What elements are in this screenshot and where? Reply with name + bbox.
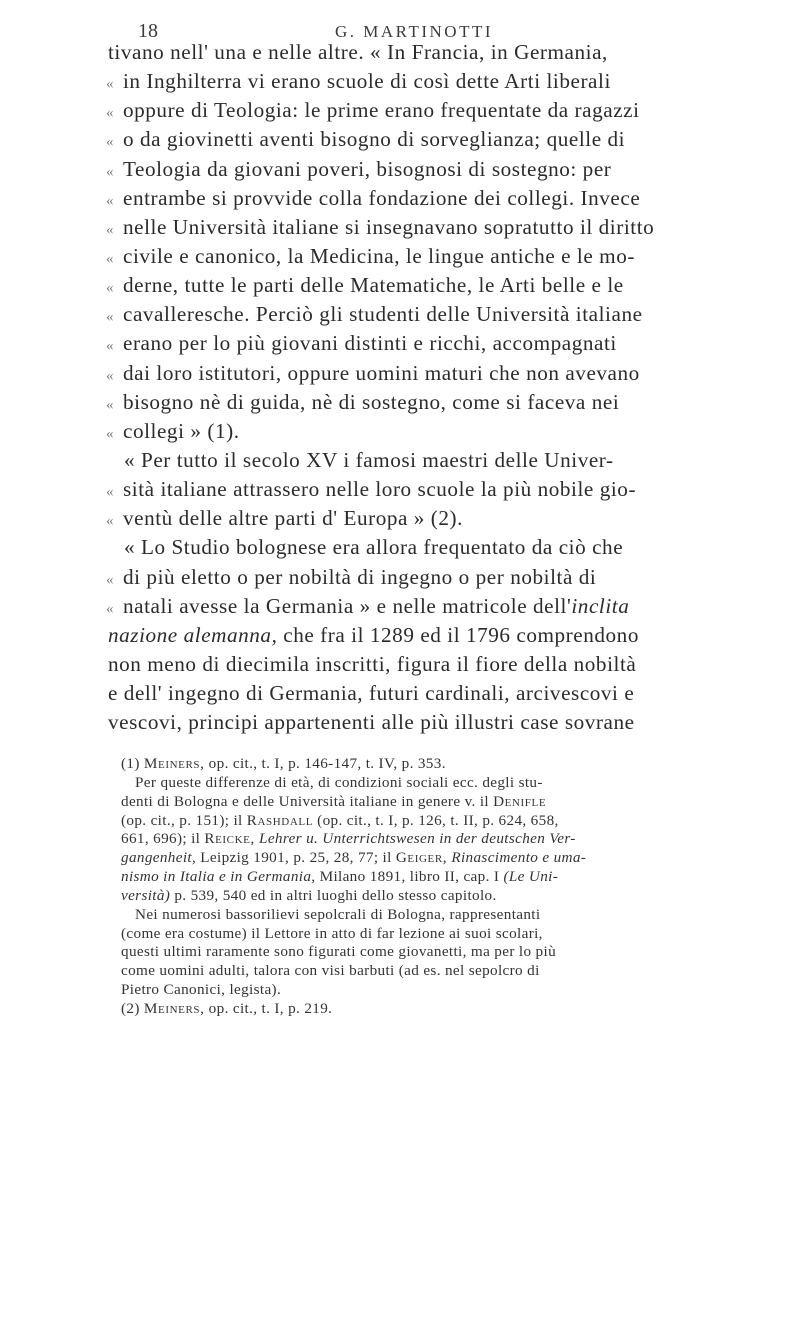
footnote-line: denti di Bologna e delle Università italiane in genere v. il Denifle	[121, 792, 547, 810]
quote-mark: «	[106, 571, 115, 588]
text-line: « Lo Studio bolognese era allora frequentato da ciò che	[124, 535, 624, 560]
text-line: « erano per lo più giovani distinti e ricchi, accompagnati	[108, 329, 748, 358]
text-line: « cavalleresche. Perciò gli studenti delle Università italiane	[108, 300, 748, 329]
text-line: « Teologia da giovani poveri, bisognosi di sostegno: per	[108, 155, 748, 184]
quote-mark: «	[106, 425, 115, 442]
footnote-mark: (1)	[121, 755, 140, 772]
main-text	[108, 38, 748, 737]
running-head: G. MARTINOTTI	[335, 22, 494, 41]
quote-mark: «	[106, 105, 115, 122]
quote-mark: «	[106, 134, 115, 151]
quote-mark: «	[106, 513, 115, 530]
text-line: vescovi, principi appartenenti alle più illustri case sovrane	[108, 710, 635, 735]
quote-mark: «	[106, 192, 115, 209]
footnote-line: Pietro Canonici, legista).	[121, 981, 282, 999]
text-line: « ventù delle altre parti d' Europa » (2).	[108, 504, 748, 533]
text-line: non meno di diecimila inscritti, figura il fiore della nobiltà	[108, 651, 637, 676]
text-line: « nelle Università italiane si insegnavano sopratutto il diritto	[108, 213, 748, 242]
footnotes	[121, 755, 751, 1019]
text-line: « in Inghilterra vi erano scuole di così dette Arti liberali	[108, 67, 748, 96]
footnote-ref-1: (1).	[207, 418, 240, 443]
footnote-line: Nei numerosi bassorilievi sepolcrali di Bologna, rappresentanti	[135, 905, 541, 923]
quote-mark: «	[106, 600, 115, 617]
footnote-ref-2: (2).	[430, 506, 463, 531]
quote-mark: «	[106, 221, 115, 238]
text-line: « bisogno nè di guida, nè di sostegno, come si faceva nei	[108, 388, 748, 417]
footnote-line: 661, 696); il Reicke, Lehrer u. Unterrichtswesen in der deutschen Ver-	[121, 830, 576, 848]
footnote-1: (1) Meiners, op. cit., t. I, p. 146-147, t. IV, p. 353.	[121, 755, 446, 772]
footnote-line: (op. cit., p. 151); il Rashdall (op. cit., t. I, p. 126, t. II, p. 624, 658,	[121, 811, 559, 829]
page-number: 18	[138, 20, 158, 42]
text-line: « oppure di Teologia: le prime erano frequentate da ragazzi	[108, 96, 748, 125]
text-line: « dai loro istitutori, oppure uomini maturi che non avevano	[108, 359, 748, 388]
footnote-2: (2) Meiners, op. cit., t. I, p. 219.	[121, 999, 333, 1017]
quote-mark: «	[106, 367, 115, 384]
text-line: « civile e canonico, la Medicina, le lingue antiche e le mo-	[108, 242, 748, 271]
text-line: nazione alemanna, che fra il 1289 ed il 1796 comprendono	[108, 622, 639, 647]
text-line: « entrambe si provvide colla fondazione dei collegi. Invece	[108, 184, 748, 213]
footnote-line: Per queste differenze di età, di condizioni sociali ecc. degli stu-	[135, 773, 543, 791]
footnote-line: versità) p. 539, 540 ed in altri luoghi dello stesso capitolo.	[121, 886, 497, 904]
quote-mark: «	[106, 484, 115, 501]
text-line: « di più eletto o per nobiltà di ingegno o per nobiltà di	[108, 563, 748, 592]
quote-mark: «	[106, 250, 115, 267]
footnote-line: nismo in Italia e in Germania, Milano 1891, libro II, cap. I (Le Uni-	[121, 868, 559, 886]
footnote-line: questi ultimi raramente sono figurati come giovanetti, ma per lo più	[121, 943, 557, 961]
text-line: tivano nell' una e nelle altre. « In Francia, in Germania,	[108, 40, 608, 64]
text-line: « o da giovinetti aventi bisogno di sorveglianza; quelle di	[108, 125, 748, 154]
text-line: « sità italiane attrassero nelle loro scuole la più nobile gio-	[108, 475, 748, 504]
quote-mark: «	[106, 280, 115, 297]
text-line: « Per tutto il secolo XV i famosi maestri delle Univer-	[124, 447, 614, 472]
quote-mark: «	[106, 163, 115, 180]
footnote-line: (come era costume) il Lettore in atto di far lezione ai suoi scolari,	[121, 924, 543, 942]
footnote-line: gangenheit, Leipzig 1901, p. 25, 28, 77; il Geiger, Rinascimento e uma-	[121, 849, 587, 867]
text-line: « natali avesse la Germania » e nelle matricole dell'inclita	[108, 592, 748, 621]
quote-mark: «	[106, 309, 115, 326]
text-line: « collegi » (1).	[108, 417, 748, 446]
quote-mark: «	[106, 76, 115, 93]
text-line: « derne, tutte le parti delle Matematiche, le Arti belle e le	[108, 271, 748, 300]
footnote-mark: (2)	[121, 999, 140, 1017]
quote-mark: «	[106, 338, 115, 355]
text-line: e dell' ingegno di Germania, futuri cardinali, arcivescovi e	[108, 681, 635, 706]
footnote-line: come uomini adulti, talora con visi barbuti (ad es. nel sepolcro di	[121, 962, 540, 980]
quote-mark: «	[106, 396, 115, 413]
